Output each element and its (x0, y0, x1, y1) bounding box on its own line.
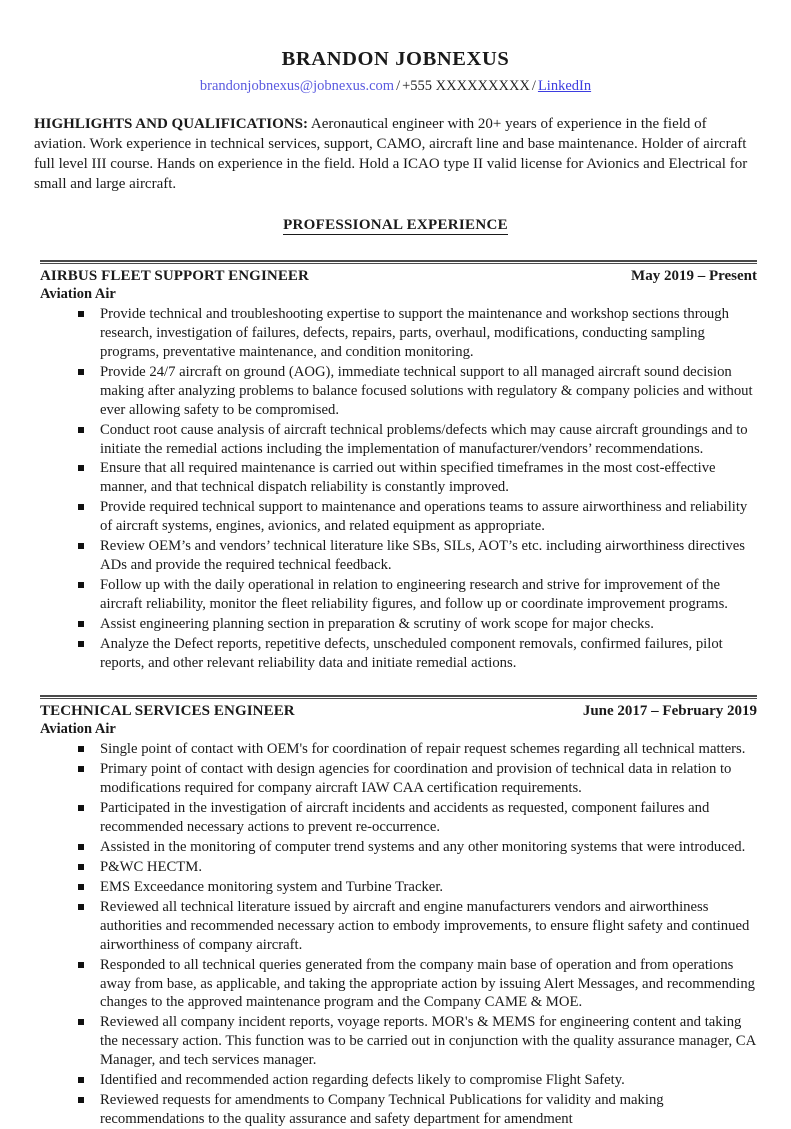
list-item (78, 576, 757, 614)
list-item (78, 363, 757, 420)
job-company: Aviation Air (40, 285, 116, 302)
list-item-text: Assisted in the monitoring of computer trend systems and any other monitoring systems that were introduced. (100, 838, 746, 855)
list-item (78, 878, 757, 897)
list-item-text: Ensure that all required maintenance is carried out within specified timeframes in the most cost-effective manner, and that technical dispatch reliability is constantly improved. (100, 460, 716, 496)
list-item (78, 459, 757, 497)
job-divider (40, 695, 757, 699)
square-bullet-icon (78, 311, 84, 317)
list-item-text: Reviewed requests for amendments to Company Technical Publications for validity and making recommendations to the quality assurance and safety department for amendment (100, 1092, 664, 1128)
list-item (78, 799, 757, 837)
square-bullet-icon (78, 369, 84, 375)
list-item (78, 838, 757, 857)
square-bullet-icon (78, 1019, 84, 1025)
square-bullet-icon (78, 427, 84, 433)
linkedin-link[interactable]: LinkedIn (537, 77, 592, 94)
list-item-text: Reviewed all company incident reports, voyage reports. MOR's & MEMS for engineering content and taking the necessary action. This function was to be carried out in conjunction with the quality assurance manager, CA Manager, and tech services manager. (100, 1014, 756, 1069)
list-item-text: Provide 24/7 aircraft on ground (AOG), immediate technical support to all managed aircraft sound decision making after analyzing problems to balance focused solutions with regulatory & company policies and without ever allowing safety to be compromised. (100, 363, 753, 418)
job-dates: June 2017 – February 2019 (582, 702, 757, 719)
job-dates: May 2019 – Present (631, 267, 757, 284)
list-item-text: Responded to all technical queries generated from the company main base of operation and from operations away from base, as applicable, and taking the appropriate action by issuing Alert Messages, and recommending changes to the approved maintenance program and the Company CAME & MOE. (100, 956, 756, 1011)
list-item-text: P&WC HECTM. (100, 858, 203, 875)
job-title: AIRBUS FLEET SUPPORT ENGINEER (40, 267, 309, 284)
email-link[interactable]: brandonjobnexus@jobnexus.com (199, 77, 395, 94)
job-divider (40, 260, 757, 264)
list-item (78, 858, 757, 877)
list-item (78, 421, 757, 459)
list-item-text: Analyze the Defect reports, repetitive defects, unscheduled component removals, confirmed failures, pilot reports, and other relevant reliability data and initiate remedial actions. (100, 636, 723, 671)
list-item-text: Provide required technical support to maintenance and operations teams to assure airworthiness and reliability of aircraft systems, engines, avionics, and related equipment as appropriate. (100, 499, 748, 535)
highlights-body: Aeronautical engineer with 20+ years of experience in the field of aviation. Work experience in technical services, support, CAMO, aircraft line and base maintenance. Holder of aircraft full level III course. Hands on experience in the field. Hold a ICAO type II valid license for Avionics and Electrical for small and large aircraft. (34, 115, 748, 192)
square-bullet-icon (78, 504, 84, 510)
job-company: Aviation Air (40, 720, 116, 737)
contact-line (34, 78, 757, 95)
list-item (78, 635, 757, 673)
list-item (78, 305, 757, 362)
square-bullet-icon (78, 864, 84, 870)
list-item-text: Conduct root cause analysis of aircraft technical problems/defects which may cause aircraft groundings and to initiate the remedial actions including the implementation of manufacturer/vendors’ recommendations. (100, 421, 748, 457)
list-item (78, 740, 757, 759)
list-item (78, 1013, 757, 1070)
square-bullet-icon (78, 1077, 84, 1083)
square-bullet-icon (78, 844, 84, 850)
square-bullet-icon (78, 543, 84, 549)
job-header (40, 267, 757, 285)
square-bullet-icon (78, 962, 84, 968)
candidate-name: BRANDON JOBNEXUS (281, 48, 510, 70)
list-item-text: Identified and recommended action regarding defects likely to compromise Flight Safety. (100, 1072, 625, 1089)
job-responsibilities-list (34, 305, 757, 673)
list-item (78, 1091, 757, 1129)
square-bullet-icon (78, 884, 84, 890)
list-item-text: Assist engineering planning section in preparation & scrutiny of work scope for major checks. (100, 616, 654, 633)
square-bullet-icon (78, 1097, 84, 1103)
list-item-text: Follow up with the daily operational in relation to engineering research and strive for improvement of the aircraft reliability, monitor the fleet reliability figures, and follow up or coordinate improvement programs. (100, 577, 728, 613)
list-item (78, 898, 757, 955)
job-responsibilities-list (34, 740, 757, 1129)
square-bullet-icon (78, 641, 84, 647)
contact-separator-2: / (531, 77, 536, 94)
list-item-text: Primary point of contact with design agencies for coordination and provision of technical data in relation to modifications required for company aircraft IAW CAA certification requirements. (100, 761, 732, 796)
list-item (78, 956, 757, 1013)
highlights-label: HIGHLIGHTS AND QUALIFICATIONS: (34, 115, 308, 132)
list-item (78, 760, 757, 798)
job-entry-1 (34, 695, 757, 1129)
list-item (78, 615, 757, 634)
phone-number: +555 XXXXXXXXX (402, 77, 530, 94)
section-heading-text: PROFESSIONAL EXPERIENCE (283, 216, 508, 233)
square-bullet-icon (78, 904, 84, 910)
job-header (40, 702, 757, 720)
square-bullet-icon (78, 746, 84, 752)
list-item-text: Provide technical and troubleshooting expertise to support the maintenance and workshop sections through research, investigation of failures, defects, repairs, parts, overhaul, modifications, conducting sampling programs, preventative maintenance, and condition monitoring. (100, 305, 729, 360)
highlights-paragraph (34, 115, 757, 195)
list-item (78, 537, 757, 575)
job-entry-0 (34, 260, 757, 673)
list-item-text: Review OEM’s and vendors’ technical literature like SBs, SILs, AOT’s etc. including airworthiness directives ADs and provide the required technical feedback. (100, 538, 746, 574)
contact-separator-1: / (396, 77, 401, 94)
square-bullet-icon (78, 805, 84, 811)
square-bullet-icon (78, 465, 84, 471)
list-item (78, 1071, 757, 1090)
list-item-text: EMS Exceedance monitoring system and Turbine Tracker. (100, 878, 444, 895)
square-bullet-icon (78, 766, 84, 772)
square-bullet-icon (78, 582, 84, 588)
list-item-text: Reviewed all technical literature issued by aircraft and engine manufacturers vendors and airworthiness authorities and recommended necessary action to embody improvements, to ensure flight safety and continued airworthiness of company aircraft. (100, 898, 750, 953)
list-item-text: Single point of contact with OEM's for coordination of repair request schemes regarding all technical matters. (100, 741, 746, 758)
job-title: TECHNICAL SERVICES ENGINEER (40, 702, 295, 719)
list-item (78, 498, 757, 536)
list-item-text: Participated in the investigation of aircraft incidents and accidents as requested, component failures and recommended necessary actions to prevent re-occurrence. (100, 799, 710, 835)
square-bullet-icon (78, 621, 84, 627)
section-heading-professional-experience (34, 217, 757, 234)
